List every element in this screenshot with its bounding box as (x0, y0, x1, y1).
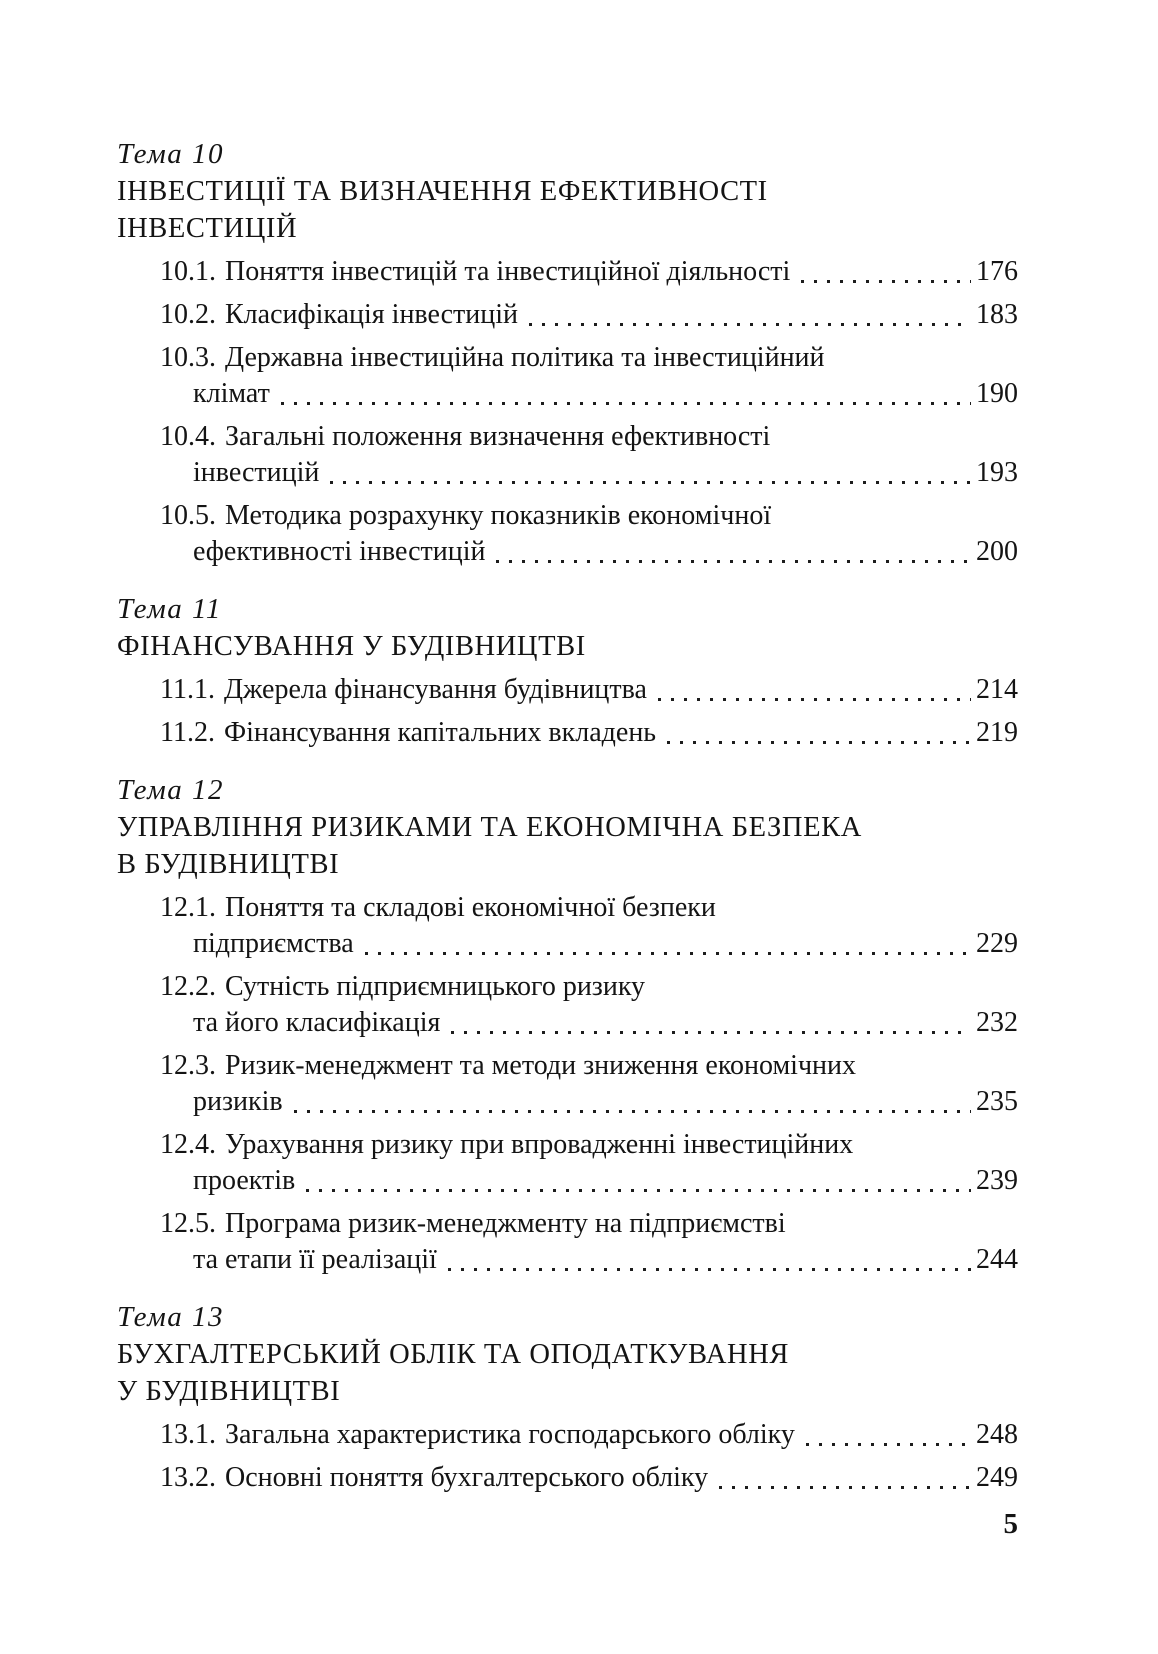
section-title-line: УПРАВЛІННЯ РИЗИКАМИ ТА ЕКОНОМІЧНА БЕЗПЕКА (117, 812, 862, 843)
entry-number: 10.1. (160, 256, 216, 287)
section-label: Тема 10 (117, 138, 224, 170)
entry-page: 244 (976, 1244, 1018, 1275)
toc-section (117, 772, 1018, 1278)
entry-page: 183 (976, 299, 1018, 330)
toc-entry-line (160, 715, 1018, 751)
entry-title: проектів (193, 1165, 296, 1196)
toc-entry (160, 969, 1018, 1041)
entry-number: 10.4. (160, 421, 216, 452)
toc-entry-line (193, 376, 1018, 412)
toc-entry (160, 1460, 1018, 1496)
toc-entry-line (193, 1005, 1018, 1041)
toc-section (117, 591, 1018, 751)
toc-entry-line (160, 498, 1018, 534)
entry-number: 12.1. (160, 892, 216, 923)
section-title-line: ІНВЕСТИЦІЇ ТА ВИЗНАЧЕННЯ ЕФЕКТИВНОСТІ (117, 176, 768, 207)
entry-title: та етапи її реалізації (193, 1244, 437, 1275)
dot-leader (667, 741, 971, 744)
toc-entry-line (193, 455, 1018, 491)
toc-entry (160, 1206, 1018, 1278)
dot-leader (801, 280, 971, 283)
entry-page: 219 (976, 717, 1018, 748)
toc-entry (160, 419, 1018, 491)
section-label: Тема 13 (117, 1301, 224, 1333)
entry-title: підприємства (193, 928, 354, 959)
toc-entry-line (160, 419, 1018, 455)
toc-section (117, 136, 1018, 570)
section-title-line: В БУДІВНИЦТВІ (117, 849, 340, 880)
entry-number: 13.2. (160, 1462, 216, 1493)
entry-number: 12.3. (160, 1050, 216, 1081)
entry-title: Поняття та складові економічної безпеки (225, 892, 716, 923)
section-label: Тема 11 (117, 593, 222, 625)
entry-number: 11.1. (160, 674, 215, 705)
entry-number: 12.4. (160, 1129, 216, 1160)
toc-entry-line (160, 254, 1018, 290)
table-of-contents (117, 136, 1018, 1503)
entry-number: 12.5. (160, 1208, 216, 1239)
toc-entry (160, 297, 1018, 333)
entry-number: 10.5. (160, 500, 216, 531)
dot-leader (496, 560, 971, 563)
dot-leader (330, 481, 971, 484)
section-title-line: У БУДІВНИЦТВІ (117, 1376, 341, 1407)
section-title-line: ІНВЕСТИЦІЙ (117, 213, 298, 244)
dot-leader (281, 402, 971, 405)
entry-page: 190 (976, 378, 1018, 409)
section-title-line: ФІНАНСУВАННЯ У БУДІВНИЦТВІ (117, 631, 586, 662)
toc-entry (160, 254, 1018, 290)
entry-title: Сутність підприємницького ризику (225, 971, 646, 1002)
section-items (117, 672, 1018, 751)
entry-page: 249 (976, 1462, 1018, 1493)
entry-page: 200 (976, 536, 1018, 567)
entry-title: ризиків (193, 1086, 283, 1117)
section-items (117, 1417, 1018, 1496)
section-items (117, 890, 1018, 1278)
toc-section (117, 1299, 1018, 1496)
section-title-line: БУХГАЛТЕРСЬКИЙ ОБЛІК ТА ОПОДАТКУВАННЯ (117, 1339, 790, 1370)
entry-page: 232 (976, 1007, 1018, 1038)
entry-title: клімат (193, 378, 270, 409)
toc-entry-line (160, 1206, 1018, 1242)
entry-title: Фінансування капітальних вкладень (223, 717, 657, 748)
entry-title: інвестицій (193, 457, 320, 488)
toc-entry-line (193, 1242, 1018, 1278)
toc-entry-line (160, 1417, 1018, 1453)
entry-title: Поняття інвестицій та інвестиційної діяльності (225, 256, 791, 287)
toc-entry-line (193, 1163, 1018, 1199)
entry-number: 13.1. (160, 1419, 216, 1450)
entry-title: Програма ризик-менеджменту на підприємстві (225, 1208, 786, 1239)
entry-number: 11.2. (160, 717, 215, 748)
section-items (117, 254, 1018, 570)
toc-entry-line (193, 926, 1018, 962)
dot-leader (448, 1268, 971, 1271)
toc-entry-line (160, 340, 1018, 376)
toc-entry (160, 890, 1018, 962)
toc-entry-line (160, 890, 1018, 926)
toc-entry-line (160, 1460, 1018, 1496)
entry-title: Методика розрахунку показників економічної (225, 500, 772, 531)
toc-entry (160, 672, 1018, 708)
entry-title: Державна інвестиційна політика та інвестиційний (225, 342, 825, 373)
dot-leader (294, 1110, 971, 1113)
entry-page: 235 (976, 1086, 1018, 1117)
dot-leader (658, 698, 971, 701)
section-label: Тема 12 (117, 774, 224, 806)
toc-entry (160, 1417, 1018, 1453)
dot-leader (529, 323, 971, 326)
entry-number: 10.2. (160, 299, 216, 330)
entry-page: 248 (976, 1419, 1018, 1450)
toc-entry-line (160, 1048, 1018, 1084)
toc-entry-line (160, 297, 1018, 333)
entry-title: Загальні положення визначення ефективності (225, 421, 771, 452)
entry-page: 193 (976, 457, 1018, 488)
toc-entry-line (160, 672, 1018, 708)
toc-entry (160, 715, 1018, 751)
dot-leader (451, 1031, 971, 1034)
entry-title: Загальна характеристика господарського обліку (225, 1419, 795, 1450)
dot-leader (306, 1189, 971, 1192)
entry-number: 10.3. (160, 342, 216, 373)
page-number: 5 (1003, 1508, 1018, 1540)
toc-entry-line (193, 534, 1018, 570)
dot-leader (806, 1443, 971, 1446)
dot-leader (365, 952, 971, 955)
toc-entry (160, 340, 1018, 412)
toc-entry (160, 498, 1018, 570)
entry-title: ефективності інвестицій (193, 536, 486, 567)
toc-entry (160, 1127, 1018, 1199)
entry-page: 239 (976, 1165, 1018, 1196)
entry-title: Класифікація інвестицій (225, 299, 519, 330)
entry-number: 12.2. (160, 971, 216, 1002)
entry-page: 176 (976, 256, 1018, 287)
entry-title: та його класифікація (193, 1007, 441, 1038)
toc-entry (160, 1048, 1018, 1120)
entry-title: Урахування ризику при впровадженні інвестиційних (225, 1129, 854, 1160)
dot-leader (719, 1486, 971, 1489)
entry-page: 229 (976, 928, 1018, 959)
toc-entry-line (193, 1084, 1018, 1120)
entry-title: Основні поняття бухгалтерського обліку (225, 1462, 709, 1493)
entry-page: 214 (976, 674, 1018, 705)
entry-title: Ризик-менеджмент та методи зниження економічних (225, 1050, 857, 1081)
toc-entry-line (160, 969, 1018, 1005)
entry-title: Джерела фінансування будівництва (223, 674, 647, 705)
toc-entry-line (160, 1127, 1018, 1163)
